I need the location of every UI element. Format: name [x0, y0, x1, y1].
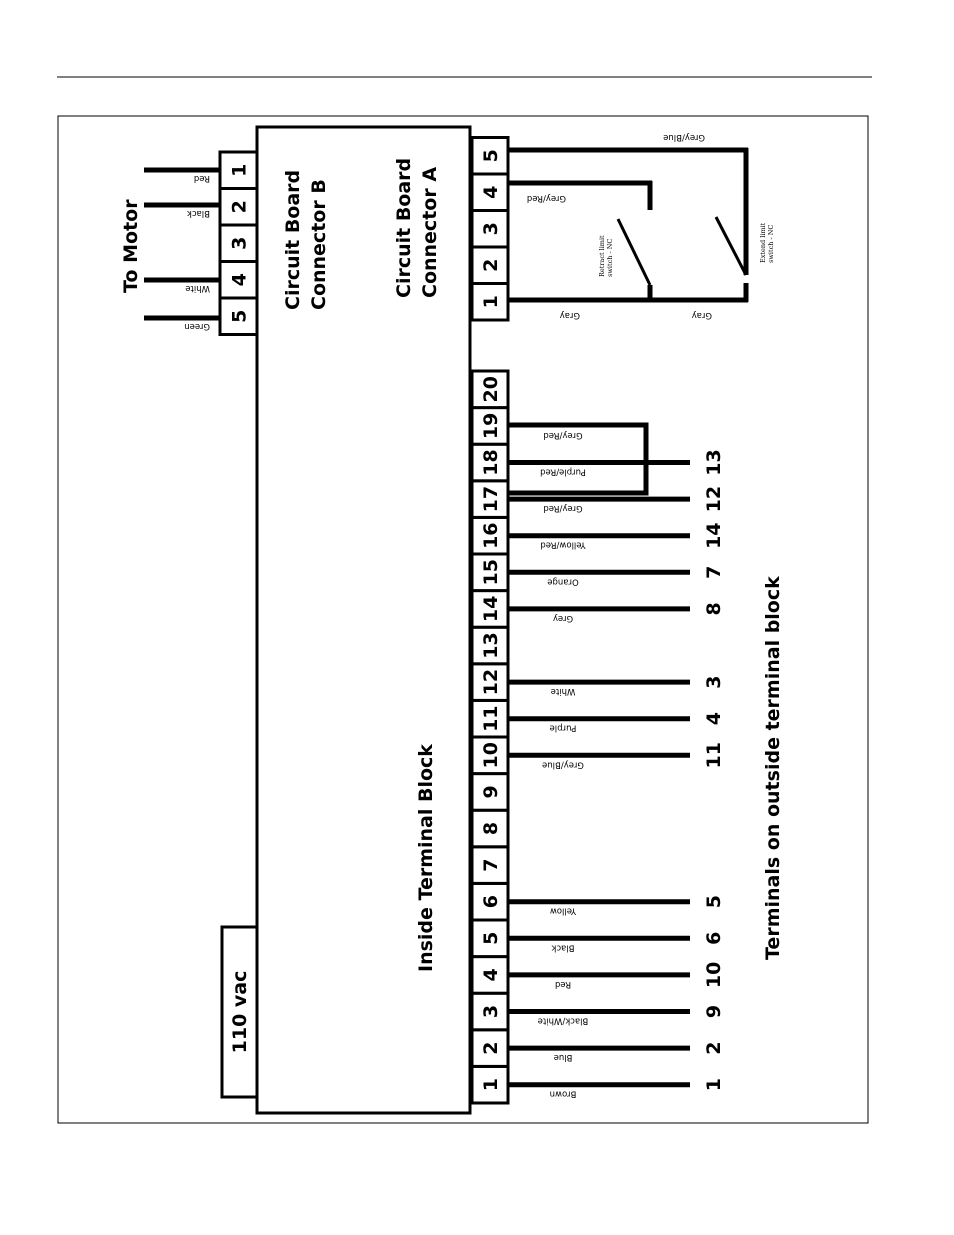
connector-a-pin-number: 2 [480, 258, 502, 272]
limit-switch-wiring [508, 148, 748, 302]
terminal-pin-number: 17 [480, 485, 502, 513]
retract-switch-line1: Retract limit [598, 235, 606, 277]
terminal-wire-label: Grey/Blue [542, 759, 584, 770]
motor-wire-label: White [185, 283, 210, 293]
outside-terminal-number: 9 [703, 1004, 725, 1019]
terminal-pin-number: 1 [480, 1078, 502, 1092]
terminal-wire-label: Purple [549, 722, 577, 733]
terminal-pin-number: 13 [480, 632, 502, 659]
terminal-pin-number: 16 [480, 522, 502, 549]
inside-terminal-block [472, 371, 725, 1103]
terminal-wire-label: Black/White [537, 1015, 589, 1026]
motor-pin-number: 4 [228, 273, 251, 287]
outside-terminal-number: 4 [703, 712, 725, 726]
outside-terminal-number: 14 [703, 522, 725, 549]
terminal-pin-number: 7 [480, 858, 502, 872]
terminal-pin-number: 15 [480, 559, 502, 586]
connector-a [472, 138, 508, 321]
outside-terminal-number: 10 [703, 961, 725, 989]
terminal-pin-number: 14 [480, 595, 502, 623]
extend-switch-line1: Extend limit [759, 222, 767, 263]
terminal-wire-label: Brown [549, 1088, 577, 1099]
terminal-pin-number: 18 [480, 449, 502, 476]
motor-connector [144, 152, 257, 335]
terminal-wire-label: Yellow/Red [540, 539, 586, 550]
outside-terminal-number: 2 [703, 1041, 725, 1055]
terminal-wire-label: Grey/Red [543, 503, 583, 514]
outside-terminal-number: 5 [703, 895, 725, 909]
terminal-wire-label: Orange [547, 576, 579, 587]
terminal-pin-number: 9 [480, 785, 502, 799]
outside-terminal-number: 13 [703, 449, 725, 476]
motor-wire-label: Green [184, 321, 210, 331]
vac-label: 110 vac [229, 970, 251, 1054]
outside-terminal-number: 6 [703, 931, 725, 945]
connector-b-line1: Circuit Board [282, 169, 304, 310]
terminal-pin-number: 20 [480, 376, 502, 403]
retract-switch-line2: switch - NC [606, 238, 614, 277]
wire-label-grey-red-a4: Grey/Red [526, 193, 566, 203]
motor-wire-label: Black [187, 208, 210, 218]
connector-a-pin-number: 4 [480, 185, 502, 199]
connector-a-pin-number: 5 [480, 149, 502, 163]
terminal-wire-label: Purple/Red [540, 466, 586, 477]
extend-switch-line2: switch - NC [767, 224, 775, 263]
wire-label-grey-blue-a5: Grey/Blue [663, 132, 705, 142]
terminal-pin-number: 2 [480, 1041, 502, 1055]
outside-terminal-number: 3 [703, 675, 725, 689]
motor-pin-number: 3 [228, 236, 251, 250]
terminal-wire-label: Red [554, 978, 572, 989]
terminal-pin-number: 8 [480, 821, 502, 836]
motor-pin-number: 1 [228, 163, 251, 177]
terminal-pin-number: 3 [480, 1004, 502, 1019]
motor-pin-number: 2 [228, 200, 251, 214]
terminal-wire-label: Blue [553, 1052, 573, 1063]
connector-a-line1: Circuit Board [393, 157, 415, 298]
outside-terminal-number: 7 [703, 565, 725, 579]
terminal-pin-number: 6 [480, 895, 502, 909]
wire-label-gray-a1-left: Gray [559, 310, 580, 320]
terminal-wire-label: Yellow [549, 905, 577, 916]
terminal-wire-label: White [550, 686, 576, 697]
connector-a-pin-number: 1 [480, 295, 502, 309]
terminal-pin-number: 10 [480, 742, 502, 769]
terminal-wire-label: Black [551, 942, 575, 953]
outside-block-label: Terminals on outside terminal block [762, 576, 784, 960]
terminal-pin-number: 12 [480, 668, 502, 696]
terminal-pin-number: 19 [480, 412, 502, 440]
inside-block-label: Inside Terminal Block [415, 744, 437, 972]
terminal-wire-label: Grey [552, 612, 574, 623]
terminal-pin-number: 4 [480, 968, 502, 982]
outside-terminal-number: 1 [703, 1078, 725, 1092]
connector-b-line2: Connector B [308, 179, 330, 310]
terminal-wire-label: Grey/Red [543, 429, 583, 440]
connector-a-pin-number: 3 [480, 222, 502, 236]
outside-terminal-number: 12 [703, 485, 725, 513]
to-motor-label: To Motor [120, 199, 142, 293]
wire-label-gray-a1-right: Gray [691, 310, 712, 320]
motor-pin-number: 5 [228, 309, 251, 323]
terminal-pin-number: 11 [480, 705, 502, 732]
motor-wire-label: Red [193, 173, 210, 183]
outside-terminal-number: 8 [703, 602, 725, 616]
terminal-pin-number: 5 [480, 931, 502, 945]
connector-a-line2: Connector A [419, 166, 441, 298]
outside-terminal-number: 11 [703, 742, 725, 769]
